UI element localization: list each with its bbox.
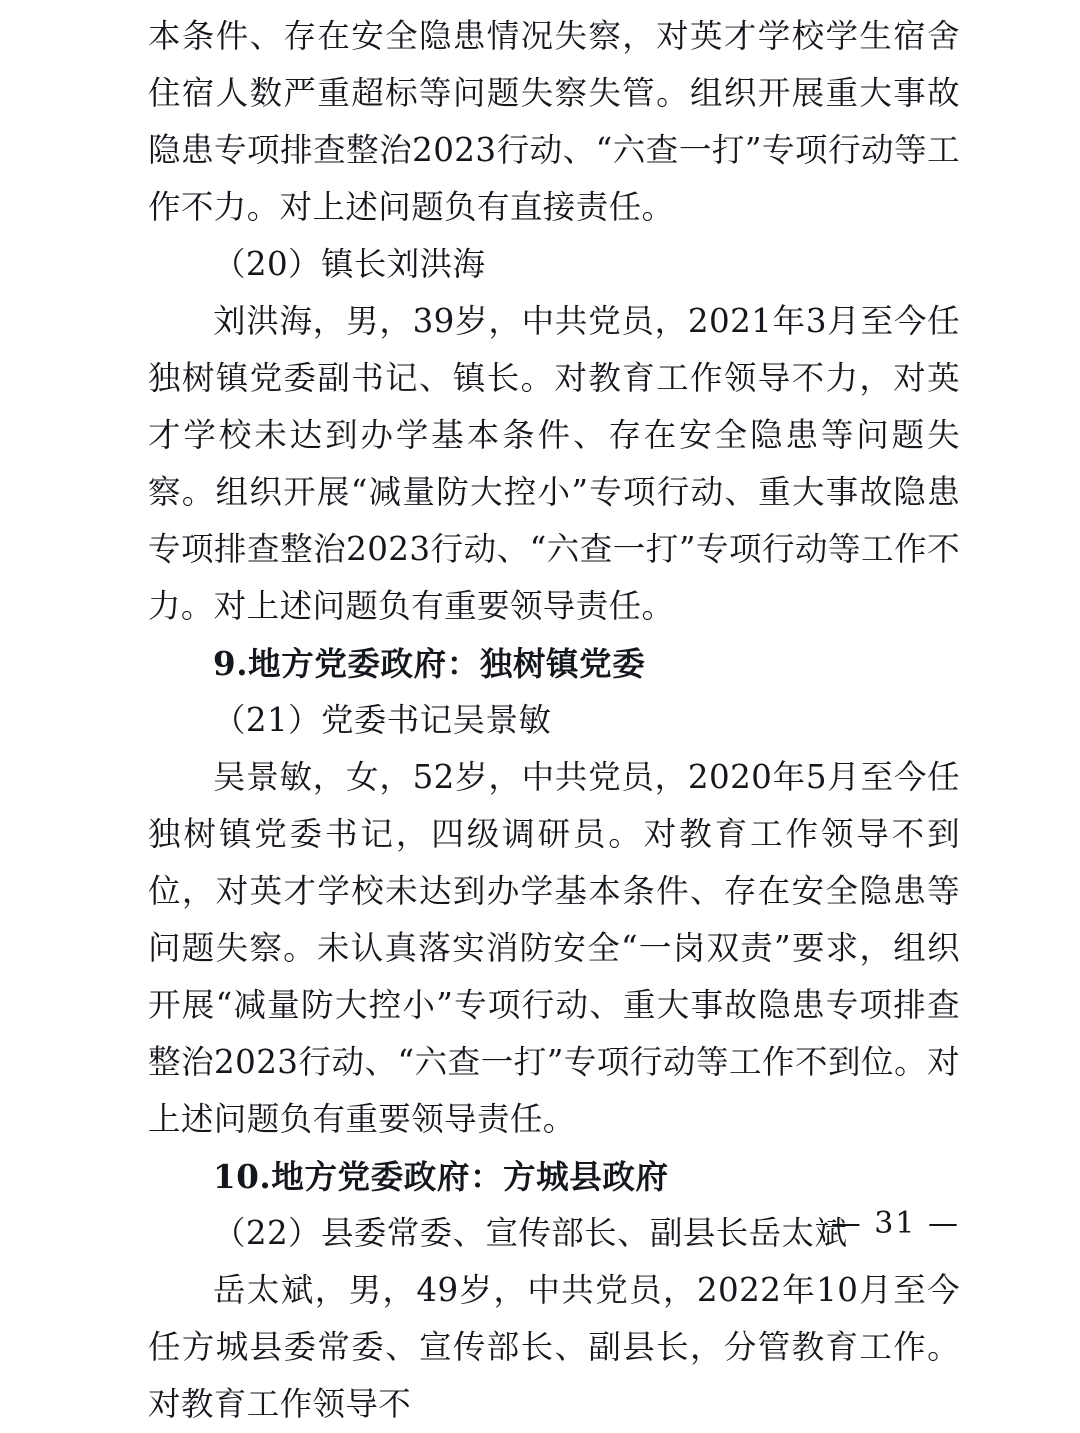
paragraph-item-21-title: （21）党委书记吴景敏: [213, 701, 552, 739]
paragraph-item-21-body: 吴景敏，女，52岁，中共党员，2020年5月至今任独树镇党委书记，四级调研员。对教育工作领导不到位，对英才学校未达到办学基本条件、存在安全隐患等问题失察。未认真落实消防安全“一岗双责”要求，组织开展“减量防大控小”专项行动、重大事故隐患专项排查整治2023行动、“六查一打”专项行动等工作不到位。对上述问题负有重要领导责任。: [148, 758, 960, 1138]
paragraph-continued-19: 本条件、存在安全隐患情况失察，对英才学校学生宿舍住宿人数严重超标等问题失察失管。组织开展重大事故隐患专项排查整治2023行动、“六查一打”专项行动等工作不力。对上述问题负有直接责任。: [148, 17, 960, 226]
heading-section-10: 10.地方党委政府：方城县政府: [213, 1157, 669, 1196]
paragraph-item-22-title: （22）县委常委、宣传部长、副县长岳太斌: [213, 1214, 848, 1252]
paragraph-item-22-body: 岳太斌，男，49岁，中共党员，2022年10月至今任方城县委常委、宣传部长、副县长，分管教育工作。对教育工作领导不: [148, 1271, 960, 1423]
paragraph-item-20-title: （20）镇长刘洪海: [213, 245, 486, 283]
paragraph-item-20-body: 刘洪海，男，39岁，中共党员，2021年3月至今任独树镇党委副书记、镇长。对教育工作领导不力，对英才学校未达到办学基本条件、存在安全隐患等问题失察。组织开展“减量防大控小”专项行动、重大事故隐患专项排查整治2023行动、“六查一打”专项行动等工作不力。对上述问题负有重要领导责任。: [148, 302, 960, 625]
page-number: — 31 —: [830, 1206, 960, 1241]
heading-section-9: 9.地方党委政府：独树镇党委: [213, 644, 646, 683]
